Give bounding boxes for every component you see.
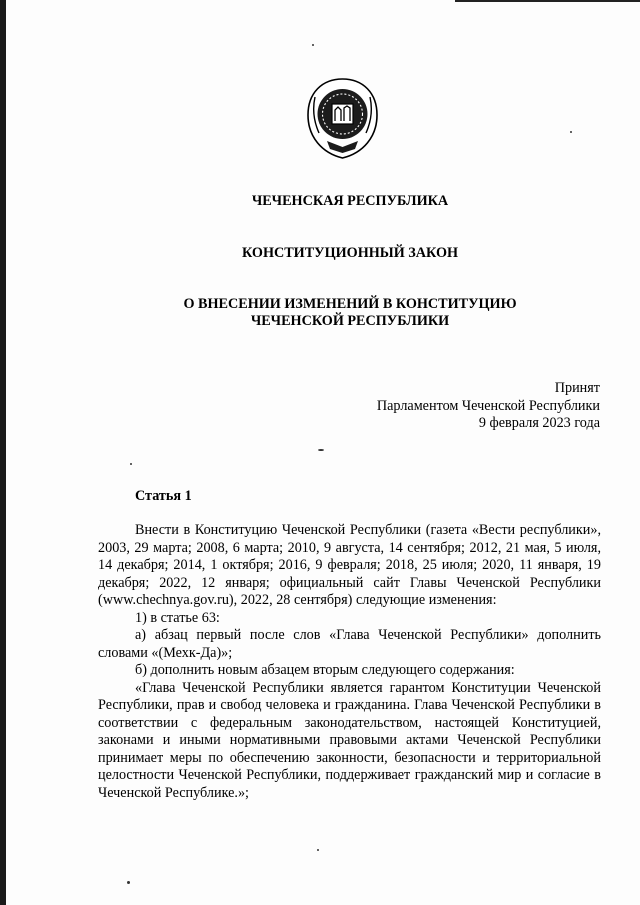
scan-speck [312,44,314,46]
scan-speck [127,881,130,884]
amendment-item-b: б) дополнить новым абзацем вторым следующего содержания: [135,662,515,678]
scan-speck [570,131,572,133]
adopted-label: Принят [554,380,600,396]
adopted-by: Парламентом Чеченской Республики [376,397,600,414]
scan-speck [317,849,319,851]
adoption-info [377,380,600,433]
scan-left-edge [0,0,6,905]
adopted-date: 9 февраля 2023 года [478,415,600,431]
amendment-quote: «Глава Чеченской Республики является гарантом Конституции Чеченской Республики, прав и свобод человека и гражданина. Глава Чеченской Республики в соответствии с федеральным законодательством, настоящей Конституцией, законами и иными нормативными правовыми актами Чеченской Республики принимает меры по обеспечению законности, безопасности и территориальной целостности Чеченской Республики, поддерживает гражданский мир и согласие в Чеченской Республике.»; [98,679,601,801]
article-intro: Внести в Конституцию Чеченской Республики (газета «Вести республики», 2003, 29 марта; 2008, 6 марта; 2010, 9 августа, 14 сентября; 2012, 21 мая, 5 июля, 14 декабря; 2014, 1 октября; 2016, 9 февраля; 2018, 25 июля; 2020, 11 января, 19 декабря; 2022, 12 января; официальный сайт Главы Чеченской Республики (www.chechnya.gov.ru), 2022, 28 сентября) следующие изменения: [98,522,601,608]
law-type-title: КОНСТИТУЦИОННЫЙ ЗАКОН [241,245,459,261]
article-body [98,522,601,802]
scan-speck [318,449,324,451]
region-title: ЧЕЧЕНСКАЯ РЕСПУБЛИКА [251,193,449,209]
scan-speck [130,463,132,465]
law-title-line-2: ЧЕЧЕНСКОЙ РЕСПУБЛИКИ [250,313,450,329]
law-title [30,296,640,330]
scan-top-edge [455,0,640,2]
amendment-item-a: а) абзац первый после слов «Глава Чеченской Республики» дополнить словами «(Мехк-Да)»; [98,627,601,661]
amendment-item-1: 1) в статье 63: [135,609,220,626]
law-title-line-1: О ВНЕСЕНИИ ИЗМЕНЕНИЙ В КОНСТИТУЦИЮ [183,296,517,312]
article-heading: Статья 1 [135,488,192,504]
coat-of-arms-icon [305,77,380,160]
